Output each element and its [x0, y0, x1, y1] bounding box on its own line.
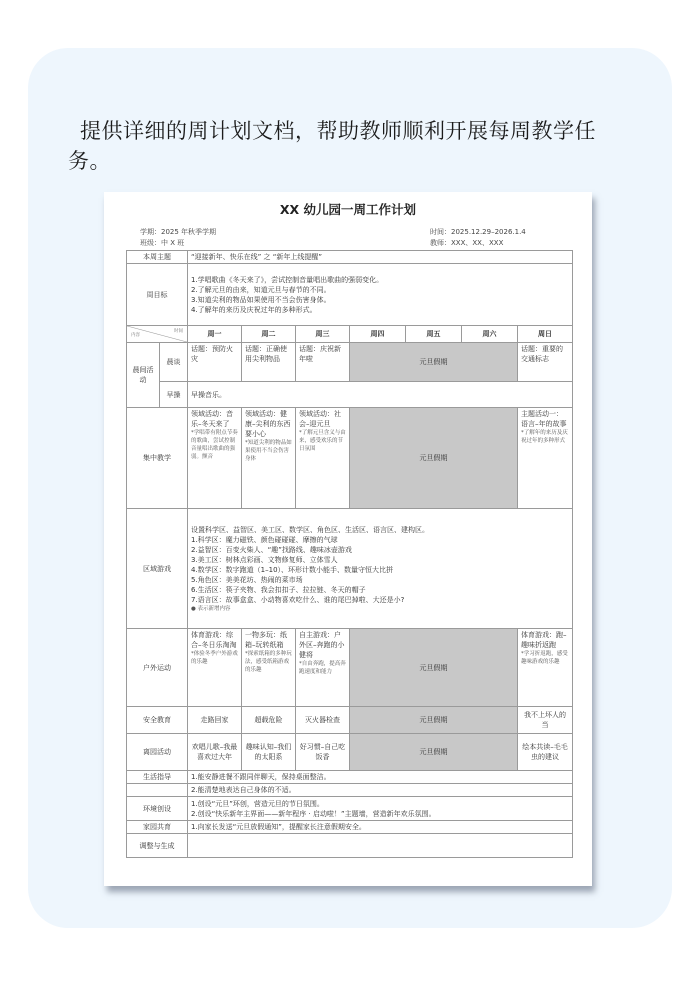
leave-mon: 欢唱儿歌–我最喜欢过大年 — [188, 734, 242, 771]
outdoor-sun-note: *学习折返跑，感受趣味游戏的乐趣 — [521, 651, 568, 665]
adjust-row — [127, 834, 573, 858]
outdoor-tue — [242, 629, 296, 707]
morning-exercise-row — [127, 382, 573, 408]
life-item: 1.能安静进餐不跟同伴聊天，保持桌面整洁。 — [188, 771, 573, 784]
talk-wed: 话题：庆祝新年啦 — [296, 343, 350, 382]
goal-item: 4.了解年的来历及庆祝过年的多种形式。 — [191, 305, 317, 314]
theme-label: 本周主题 — [127, 251, 188, 264]
env-item: 2.创设“快乐新年主界面——新年程序 · 启动啦！”主题墙，营造新年欢乐氛围。 — [191, 809, 436, 818]
teacher-label: 教师：XXX、XX、XXX — [430, 239, 504, 247]
outdoor-mon — [188, 629, 242, 707]
area-item: 6.生活区：筷子夹物、我会扣扣子、拉拉链、冬天的帽子 — [191, 585, 366, 594]
area-item: 5.角色区：美美花坊、热闹的菜市场 — [191, 575, 303, 584]
leave-tue: 趣味认知–我们的太阳系 — [242, 734, 296, 771]
exercise-value: 早操音乐。 — [188, 382, 573, 408]
theme-value: “迎接新年、快乐在线” 之 “新年上线提醒” — [188, 251, 573, 264]
group-wed-title: 领域活动：社会–迎元旦 — [299, 410, 341, 428]
goal-item: 3.知道尖利的物品如果使用不当会伤害身体。 — [191, 295, 331, 304]
caption-label: 提供详细的周计划文档，帮助教师顺利开展每周教学任务。 — [68, 119, 596, 173]
talk-label: 晨谈 — [160, 343, 188, 382]
area-item: 7.语言区：故事盒盒、小动物喜欢吃什么、谁的尾巴掉啦、大还是小? — [191, 595, 405, 604]
goals-row — [127, 264, 573, 326]
leave-activity-row — [127, 734, 573, 771]
life-guide-row — [127, 771, 573, 784]
safety-mon: 走路回家 — [188, 707, 242, 734]
document-page — [104, 192, 592, 886]
area-list — [188, 509, 573, 629]
group-tue-title: 领域活动：健康–尖利的东西要小心 — [245, 410, 291, 438]
group-sun-note: *了解年的来历及庆祝过年的多种形式 — [521, 430, 568, 444]
outdoor-sun-title: 体育游戏：跑–趣味折返跑 — [521, 631, 567, 649]
morning-label: 晨间活动 — [127, 343, 160, 408]
holiday-cell: 元旦假期 — [350, 343, 518, 382]
group-mon — [188, 408, 242, 509]
group-tue — [242, 408, 296, 509]
safety-sun: 我不上坏人的当 — [518, 707, 573, 734]
goals-label: 周目标 — [127, 264, 188, 326]
day-header: 周三 — [296, 326, 350, 343]
group-sun-title: 主题活动一：语言–年的故事 — [521, 410, 567, 428]
group-label: 集中教学 — [127, 408, 188, 509]
home-value: 1.向家长发送“元旦放假通知”，提醒家长注意假期安全。 — [188, 821, 573, 834]
outdoor-mon-title: 体育游戏：综合–冬日乐淘淘 — [191, 631, 237, 649]
safety-label: 安全教育 — [127, 707, 188, 734]
goal-item: 1.学唱歌曲《冬天来了》，尝试控制音量唱出歌曲的强弱变化。 — [191, 275, 384, 284]
life-guide-row-2 — [127, 784, 573, 797]
area-games-row — [127, 509, 573, 629]
group-teaching-row — [127, 408, 573, 509]
outdoor-wed-note: *自由奔跑，提高奔跑速度和能力 — [299, 661, 346, 675]
outdoor-sun — [518, 629, 573, 707]
area-item: 3.美工区：树林点彩画、文物修复师、立体雪人 — [191, 555, 338, 564]
outdoor-row — [127, 629, 573, 707]
content-label: 内容 — [131, 333, 140, 338]
safety-tue: 超载危险 — [242, 707, 296, 734]
area-label: 区域游戏 — [127, 509, 188, 629]
area-item: 1.科学区：魔力磁铁、颜色碰碰碰、摩擦的气球 — [191, 535, 338, 544]
area-item: 设置科学区、益智区、美工区、数学区、角色区、生活区、语言区、建构区。 — [191, 525, 429, 534]
group-sun — [518, 408, 573, 509]
document-title: XX 幼儿园一周工作计划 — [279, 202, 417, 217]
holiday-cell: 元旦假期 — [350, 629, 518, 707]
area-item: 4.数学区：数字跑道（1–10）、环形计数小能手、数量守恒大比拼 — [191, 565, 394, 574]
header-row — [127, 326, 573, 343]
area-item: 2.益智区：百变火柴人、“趣”找路线、趣味冰壶游戏 — [191, 545, 352, 554]
safety-wed: 灭火器检查 — [296, 707, 350, 734]
time-label: 时间：2025.12.29–2026.1.4 — [430, 228, 526, 236]
talk-sun: 话题：重要的交通标志 — [518, 343, 573, 382]
adjust-label: 调整与生成 — [127, 834, 188, 858]
outdoor-wed — [296, 629, 350, 707]
class-label: 班级：中 X 班 — [140, 239, 185, 247]
semester-label: 学期：2025 年秋季学期 — [140, 228, 217, 236]
goals-list — [188, 264, 573, 326]
safety-row — [127, 707, 573, 734]
group-mon-note: *学唱带有附点节奏的歌曲，尝试控制音量唱出歌曲的强弱。颤音 — [191, 430, 238, 460]
caption-text — [68, 116, 638, 176]
holiday-cell: 元旦假期 — [350, 408, 518, 509]
environment-row — [127, 797, 573, 821]
leave-label: 离园活动 — [127, 734, 188, 771]
group-wed-note: *了解元旦含义与由来，感受欢乐的节日氛围 — [299, 430, 346, 452]
day-header: 周六 — [462, 326, 518, 343]
day-header: 周五 — [406, 326, 462, 343]
outdoor-label: 户外运动 — [127, 629, 188, 707]
outdoor-mon-note: *体验冬季户外游戏的乐趣 — [191, 651, 238, 665]
outdoor-tue-note: *探索纸箱的多种玩法，感受纸箱游戏的乐趣 — [245, 651, 292, 673]
holiday-cell: 元旦假期 — [350, 734, 518, 771]
empty-cell — [127, 784, 188, 797]
time-header-label: 时间 — [174, 329, 183, 334]
theme-row — [127, 251, 573, 264]
goal-item: 2.了解元旦的由来，知道元旦与春节的不同。 — [191, 285, 331, 294]
home-row — [127, 821, 573, 834]
morning-talk-row — [127, 343, 573, 382]
weekly-plan-table — [126, 250, 573, 858]
holiday-cell: 元旦假期 — [350, 707, 518, 734]
home-label: 家园共育 — [127, 821, 188, 834]
area-legend: ● 表示新增内容 — [191, 605, 231, 612]
outdoor-tue-title: 一物多玩：纸箱–玩转纸箱 — [245, 631, 287, 649]
env-list — [188, 797, 573, 821]
life-label: 生活指导 — [127, 771, 188, 784]
exercise-label: 早操 — [160, 382, 188, 408]
leave-wed: 好习惯–自己吃饭香 — [296, 734, 350, 771]
day-header: 周四 — [350, 326, 406, 343]
env-label: 环境创设 — [127, 797, 188, 821]
outdoor-wed-title: 自主游戏：户外区–奔跑的小健将 — [299, 631, 345, 659]
diagonal-header-cell — [127, 326, 188, 343]
day-header: 周日 — [518, 326, 573, 343]
day-header: 周一 — [188, 326, 242, 343]
life-item: 2.能清楚地表达自己身体的不适。 — [188, 784, 573, 797]
group-mon-title: 领域活动：音乐–冬天来了 — [191, 410, 233, 428]
adjust-value — [188, 834, 573, 858]
talk-tue: 话题：正确使用尖利物品 — [242, 343, 296, 382]
day-header: 周二 — [242, 326, 296, 343]
env-item: 1.创设“元旦”环创，营造元旦的节日氛围。 — [191, 799, 324, 808]
group-wed — [296, 408, 350, 509]
leave-sun: 绘本共读–毛毛虫的建议 — [518, 734, 573, 771]
group-tue-note: *知道尖利的物品如果使用不当会伤害身体 — [245, 440, 292, 462]
talk-mon: 话题：预防火灾 — [188, 343, 242, 382]
